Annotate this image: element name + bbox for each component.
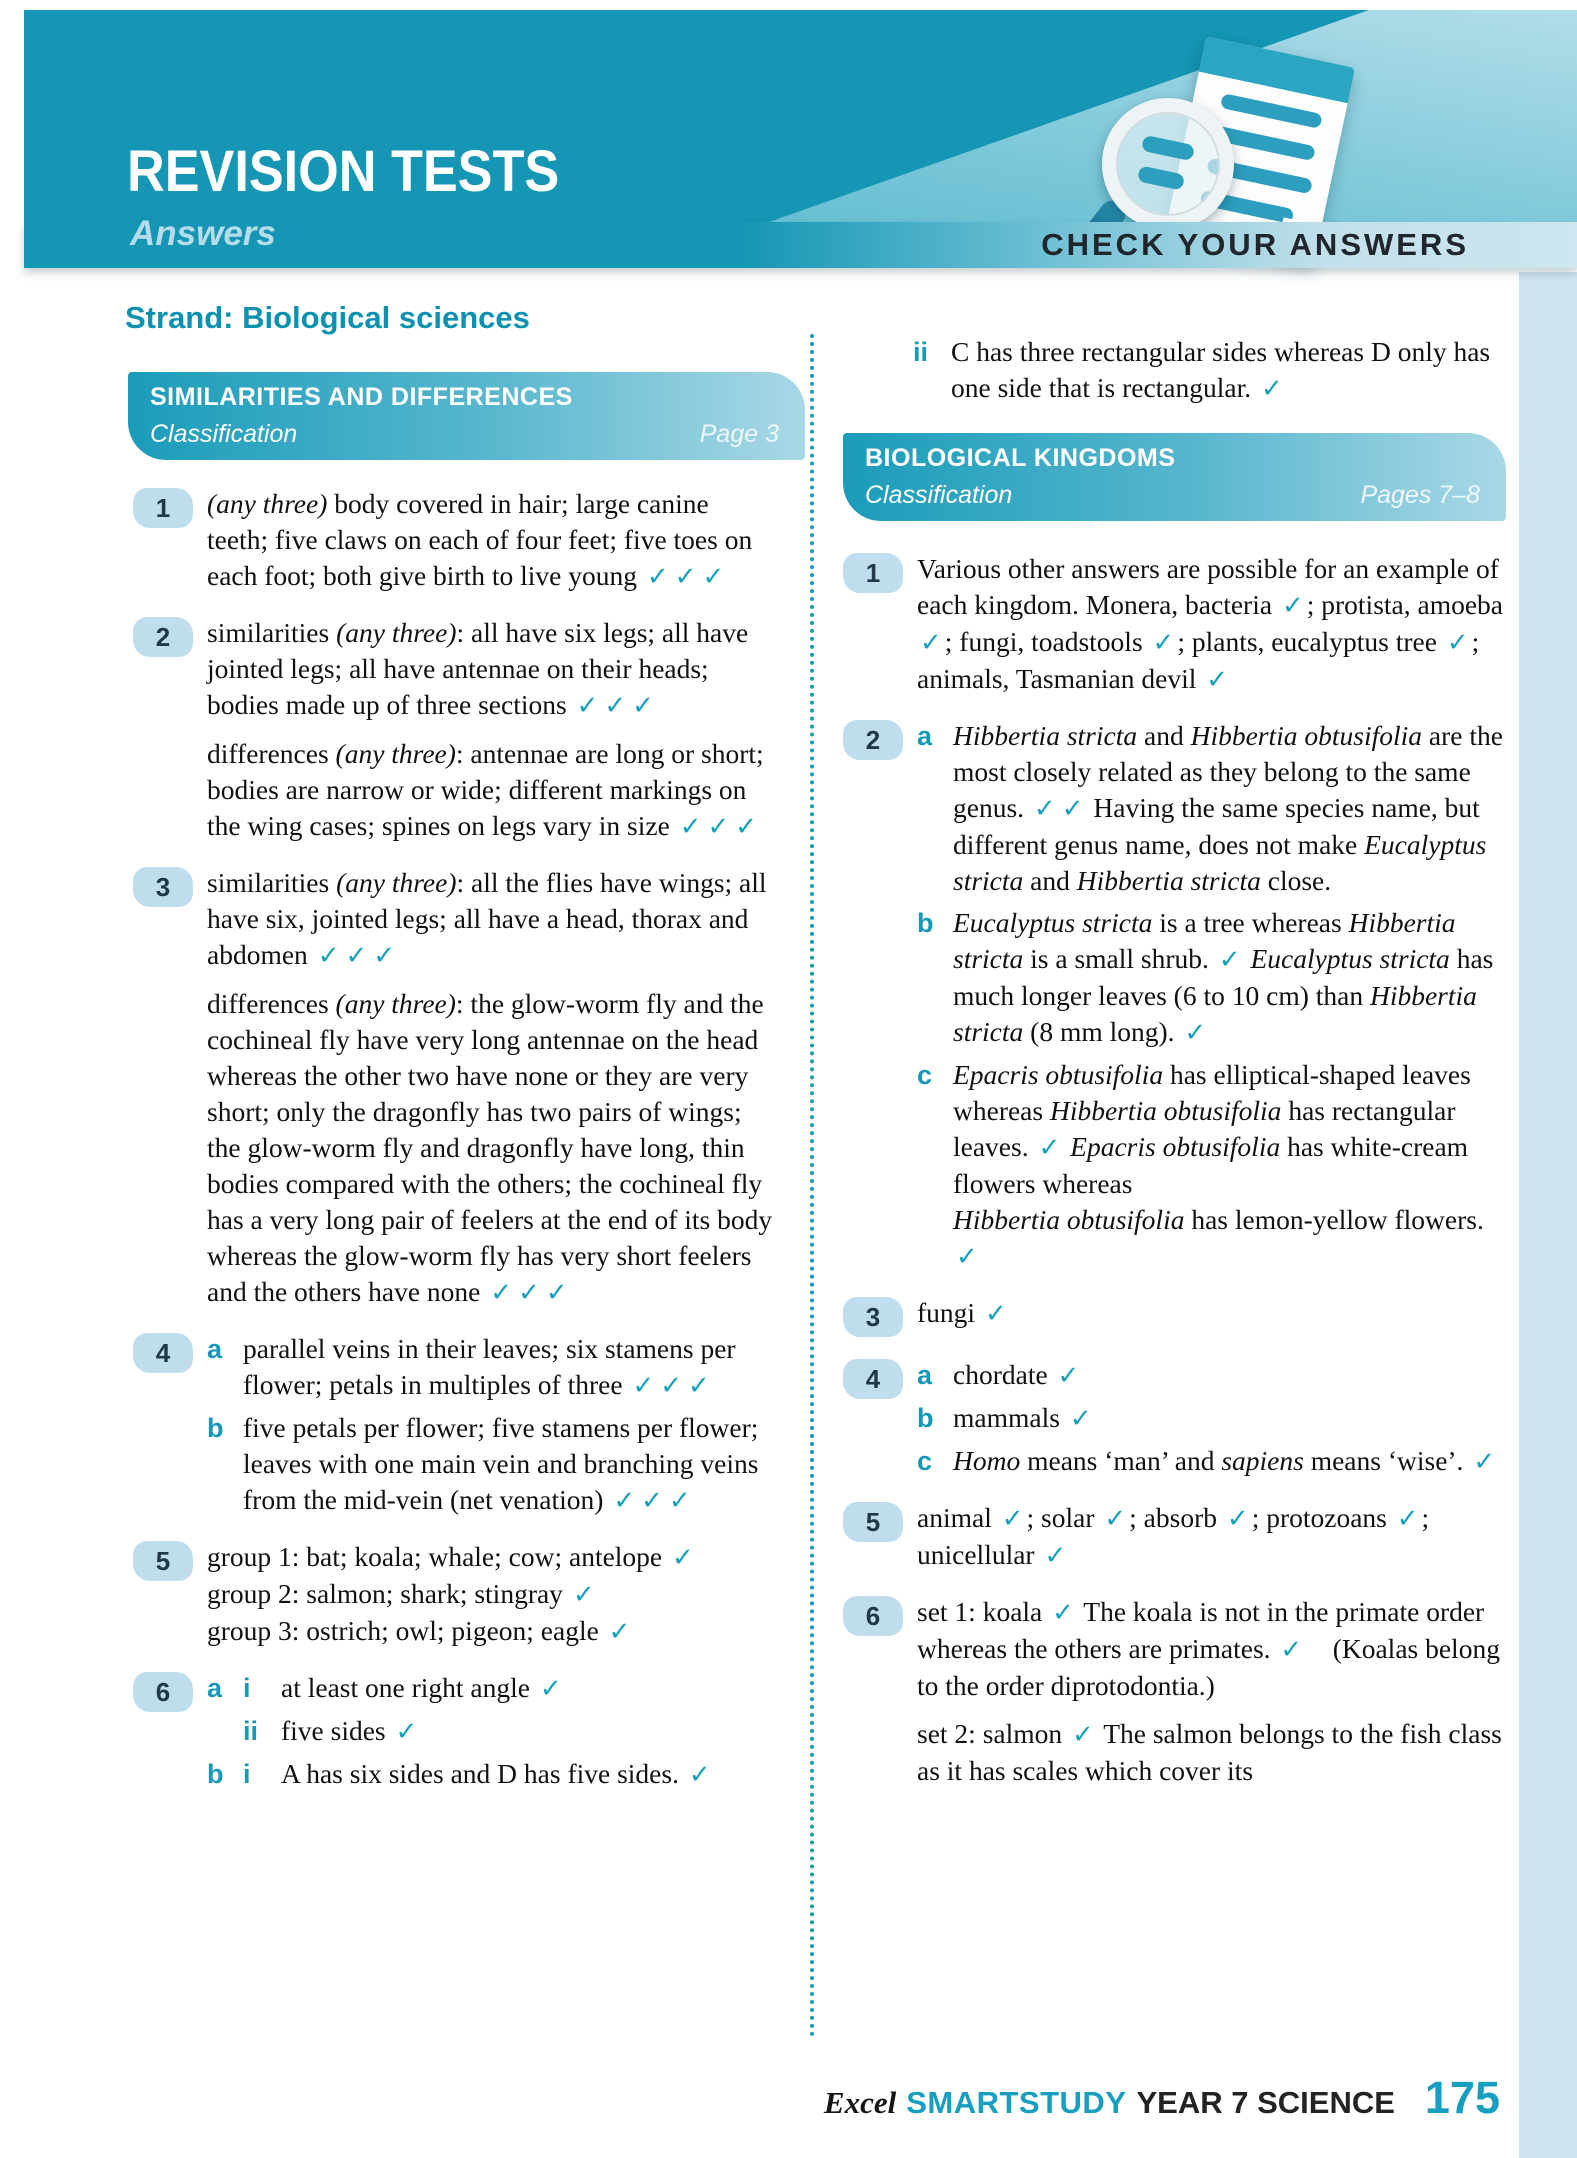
brand-smartstudy: SMARTSTUDY (906, 2085, 1127, 2120)
sub-letter-label: c (917, 1060, 933, 1090)
magnifier-lens-icon (1102, 98, 1234, 230)
answer-body (917, 718, 1505, 1275)
section-banner (128, 372, 805, 460)
answer-item (843, 718, 1505, 1275)
item-number-badge: 2 (843, 720, 903, 760)
answer-paragraph: Eucalyptus stricta is a tree whereas Hibbertia stricta is a small shrub. ✓ Eucalyptus stricta has much longer leaves (6 to 10 cm) than Hibbertia stricta (8 mm long). ✓ (953, 907, 1494, 1048)
sub-answer-row (917, 1057, 1505, 1275)
sub-answer-row (207, 1331, 773, 1404)
tick-mark: ✓ (317, 941, 340, 971)
item-number-badge: 3 (133, 867, 193, 907)
tick-mark: ✓ (632, 1371, 655, 1401)
sub-answer-row (917, 905, 1505, 1051)
answer-paragraph: Homo means ‘man’ and sapiens means ‘wise’. ✓ (953, 1443, 1505, 1480)
tick-mark: ✓ (956, 1242, 978, 1272)
tick-mark: ✓ (572, 1580, 595, 1610)
sub-answer-text (281, 1713, 773, 1750)
sub-letter-label: a (917, 1360, 933, 1390)
section-banner (843, 433, 1506, 521)
sub-answer-row (207, 1410, 773, 1519)
tick-mark: ✓ (984, 1299, 1007, 1329)
answer-item (133, 1539, 773, 1650)
sub-answer-row (917, 718, 1505, 899)
column-divider-dotted (810, 334, 814, 2038)
answer-paragraph: A has six sides and D has five sides. ✓ (281, 1756, 773, 1793)
answer-item (843, 1500, 1505, 1574)
tick-mark: ✓ (688, 1371, 710, 1401)
tick-mark: ✓ (1069, 1404, 1092, 1434)
answer-paragraph: differences (any three): antennae are long or short; bodies are narrow or wide; different markings on the wing cases; spines on legs vary in size ✓ ✓ ✓ (207, 738, 764, 842)
tick-mark: ✓ (518, 1278, 540, 1308)
page-title: REVISION TESTS (127, 139, 560, 204)
answer-paragraph: similarities (any three): all have six legs; all have jointed legs; all have antennae on their heads; bodies made up of three sections ✓ ✓ ✓ (207, 617, 749, 721)
tick-mark: ✓ (1001, 1504, 1024, 1534)
answer-body (917, 1594, 1505, 1789)
tick-mark: ✓ (1226, 1504, 1249, 1534)
carryover-text: C has three rectangular sides whereas D only has one side that is rectangular. ✓ (951, 336, 1491, 404)
tick-mark: ✓ (641, 1486, 663, 1516)
check-your-answers-label: CHECK YOUR ANSWERS (1041, 227, 1469, 262)
page-subtitle: Answers (130, 214, 276, 253)
tick-mark: ✓ (646, 562, 669, 592)
sub-letter-label: c (917, 1446, 933, 1476)
roman-numeral-label: i (243, 1673, 251, 1703)
tick-mark: ✓ (1261, 374, 1283, 404)
answer-paragraph: mammals ✓ (953, 1400, 1505, 1437)
tick-mark: ✓ (613, 1486, 636, 1516)
section-title: SIMILARITIES AND DIFFERENCES (150, 383, 573, 411)
answer-paragraph: fungi ✓ (917, 1295, 1505, 1332)
answer-body (207, 615, 773, 845)
tick-mark: ✓ (735, 812, 758, 842)
tick-mark: ✓ (672, 1543, 694, 1573)
magnified-text-line (1137, 165, 1185, 190)
sub-answer-text (243, 1410, 773, 1519)
answer-body (917, 1500, 1505, 1574)
sub-answer-row (917, 1443, 1505, 1480)
answer-body (207, 865, 773, 1311)
answer-paragraph: set 2: salmon ✓ The salmon belongs to the fish class as it has scales which cover its (917, 1718, 1502, 1786)
tick-mark: ✓ (1280, 1635, 1303, 1665)
tick-mark: ✓ (1152, 628, 1175, 658)
page-number: 175 (1424, 2072, 1500, 2123)
tick-mark: ✓ (1446, 628, 1469, 658)
tick-mark: ✓ (604, 691, 627, 721)
sub-answer-row (207, 1756, 773, 1793)
tick-mark: ✓ (1104, 1504, 1127, 1534)
tick-mark: ✓ (920, 628, 942, 658)
sub-answer-text (953, 905, 1505, 1051)
answer-item (133, 486, 773, 595)
tick-mark: ✓ (702, 562, 725, 592)
sub-answer-text (243, 1331, 773, 1404)
roman-numeral-label: ii (243, 1716, 259, 1746)
answer-item (843, 1594, 1505, 1789)
answer-paragraph: similarities (any three): all the flies have wings; all have six, jointed legs; all have a head, thorax and abdomen ✓ ✓ ✓ (207, 867, 767, 971)
answer-body (207, 1331, 773, 1519)
tick-mark: ✓ (490, 1278, 513, 1308)
answer-paragraph: Epacris obtusifolia has elliptical-shaped leaves whereas Hibbertia obtusifolia has rectangular leaves. ✓ Epacris obtusifolia has white-cream flowers whereas Hibbertia obtusifolia has lemon-yellow flowers. ✓ (953, 1059, 1484, 1272)
answer-paragraph: Hibbertia stricta and Hibbertia obtusifolia are the most closely related as they belong to the same genus. ✓ ✓ Having the same species name, but different genus name, does not make Eucalyptus stricta and Hibbertia stricta close. (953, 720, 1503, 896)
item-number-badge: 6 (133, 1672, 193, 1712)
brand-excel: Excel (823, 2085, 897, 2120)
answer-body (207, 1670, 773, 1793)
tick-mark: ✓ (668, 1486, 691, 1516)
answer-paragraph: set 1: koala ✓ The koala is not in the primate order whereas the others are primates. ✓ (Koalas belong to the order diprotodontia.) (917, 1596, 1500, 1701)
tick-mark: ✓ (1033, 794, 1056, 824)
page-footer (824, 2072, 1500, 2124)
section-subtitle-row (865, 481, 1480, 510)
answer-paragraph: group 3: ostrich; owl; pigeon; eagle ✓ (207, 1613, 773, 1650)
answer-item (133, 1331, 773, 1519)
tick-mark: ✓ (1206, 665, 1229, 695)
tick-mark: ✓ (345, 941, 368, 971)
tick-mark: ✓ (539, 1674, 562, 1704)
sub-answer-text (281, 1756, 773, 1793)
document-header-bar (1199, 36, 1355, 103)
sub-answer-text (953, 1400, 1505, 1437)
section-subtitle-row (150, 420, 779, 449)
strand-heading: Strand: Biological sciences (125, 300, 530, 335)
sub-letter-label: a (917, 721, 933, 751)
item-number-badge: 5 (133, 1541, 193, 1581)
tick-mark: ✓ (1061, 794, 1084, 824)
sub-answer-text (953, 718, 1505, 899)
sub-answer-row (917, 1400, 1505, 1437)
tick-mark: ✓ (1473, 1447, 1496, 1477)
sub-letter-label: b (207, 1413, 224, 1443)
answer-paragraph: (any three) body covered in hair; large canine teeth; five claws on each of four feet; five toes on each foot; both give birth to live young ✓ ✓ ✓ (207, 488, 753, 592)
sub-answer-text (953, 1443, 1505, 1480)
answer-paragraph: chordate ✓ (953, 1357, 1505, 1394)
answer-paragraph: Various other answers are possible for an example of each kingdom. Monera, bacteria ✓ ; protista, amoeba ✓ ; fungi, toadstools ✓ ; plants, eucalyptus tree ✓ ; animals, Tasmanian devil ✓ (917, 553, 1503, 695)
answer-body (207, 486, 773, 595)
answer-item (133, 615, 773, 845)
answer-body (917, 551, 1505, 698)
carryover-answer (913, 334, 1505, 407)
tick-mark: ✓ (1184, 1018, 1207, 1048)
answer-paragraph: parallel veins in their leaves; six stamens per flower; petals in multiples of three ✓ ✓ ✓ (243, 1333, 736, 1401)
answer-item (843, 1357, 1505, 1480)
section-title: BIOLOGICAL KINGDOMS (865, 444, 1176, 472)
answer-item (133, 865, 773, 1311)
sub-answer-row (917, 1357, 1505, 1394)
answer-paragraph: at least one right angle ✓ (281, 1670, 773, 1707)
tick-mark: ✓ (1396, 1504, 1419, 1534)
tick-mark: ✓ (608, 1617, 631, 1647)
item-number-badge: 5 (843, 1502, 903, 1542)
answer-paragraph: animal ✓ ; solar ✓ ; absorb ✓ ; protozoans ✓ ; unicellular ✓ (917, 1502, 1430, 1571)
sub-answer-row (207, 1670, 773, 1707)
roman-numeral-label: ii (913, 337, 929, 367)
page-edge-strip (1519, 272, 1577, 2158)
magnified-text-line (1141, 135, 1195, 161)
sub-answer-row (207, 1713, 773, 1750)
tick-mark: ✓ (1052, 1598, 1074, 1628)
page-header-banner (24, 10, 1577, 268)
tick-mark: ✓ (1057, 1361, 1080, 1391)
answer-body (207, 1539, 773, 1650)
document-text-line (1220, 93, 1323, 129)
roman-numeral-label: i (243, 1759, 251, 1789)
answer-paragraph: five sides ✓ (281, 1713, 773, 1750)
sub-letter-label: b (917, 908, 934, 938)
tick-mark: ✓ (688, 1760, 711, 1790)
tick-mark: ✓ (674, 562, 697, 592)
tick-mark: ✓ (545, 1278, 568, 1308)
sub-answer-text (281, 1670, 773, 1707)
tick-mark: ✓ (1281, 591, 1304, 621)
answer-paragraph: differences (any three): the glow-worm fly and the cochineal fly have very long antennae on the head whereas the other two have none or they are very short; only the dragonfly has two pairs of wings; the glow-worm fly and dragonfly have long, thin bodies compared with the others; the cochineal fly has a very long pair of feelers at the end of its body whereas the glow-worm fly has very short feelers and the others have none ✓ ✓ ✓ (207, 988, 773, 1308)
sub-letter-label: a (207, 1673, 223, 1703)
item-number-badge: 4 (133, 1333, 193, 1373)
sub-letter-label: b (207, 1759, 224, 1789)
sub-answer-text (953, 1057, 1505, 1275)
tick-mark: ✓ (395, 1717, 418, 1747)
tick-mark: ✓ (1072, 1720, 1094, 1750)
tick-mark: ✓ (576, 691, 599, 721)
section-page-ref: Pages 7–8 (1360, 481, 1480, 509)
sub-answer-text (953, 1357, 1505, 1394)
tick-mark: ✓ (373, 941, 396, 971)
item-number-badge: 2 (133, 617, 193, 657)
answer-paragraph: group 2: salmon; shark; stingray ✓ (207, 1576, 773, 1613)
item-number-badge: 1 (843, 553, 903, 593)
answer-paragraph: five petals per flower; five stamens per flower; leaves with one main vein and branching veins from the mid-vein (net venation) ✓ ✓ ✓ (243, 1412, 759, 1516)
sub-letter-label (207, 1713, 243, 1750)
section-subtitle: Classification (865, 481, 1013, 509)
tick-mark: ✓ (1038, 1133, 1061, 1163)
left-answers-column (128, 372, 779, 1813)
answer-item (133, 1670, 773, 1793)
book-title: YEAR 7 SCIENCE (1136, 2085, 1395, 2120)
answer-item (843, 1295, 1505, 1337)
tick-mark: ✓ (1218, 945, 1241, 975)
tick-mark: ✓ (660, 1371, 683, 1401)
answer-item (843, 551, 1505, 698)
item-number-badge: 4 (843, 1359, 903, 1399)
sub-letter-label: a (207, 1334, 223, 1364)
item-number-badge: 6 (843, 1596, 903, 1636)
right-answers-column (843, 332, 1505, 1809)
section-subtitle: Classification (150, 420, 298, 448)
tick-mark: ✓ (679, 812, 702, 842)
sub-letter-label: b (917, 1403, 934, 1433)
section-page-ref: Page 3 (699, 420, 779, 448)
item-number-badge: 1 (133, 488, 193, 528)
item-number-badge: 3 (843, 1297, 903, 1337)
tick-mark: ✓ (1044, 1541, 1067, 1571)
answer-body (917, 1295, 1505, 1337)
answer-paragraph: group 1: bat; koala; whale; cow; antelope ✓ (207, 1539, 773, 1576)
tick-mark: ✓ (632, 691, 654, 721)
tick-mark: ✓ (707, 812, 730, 842)
answer-body (917, 1357, 1505, 1480)
